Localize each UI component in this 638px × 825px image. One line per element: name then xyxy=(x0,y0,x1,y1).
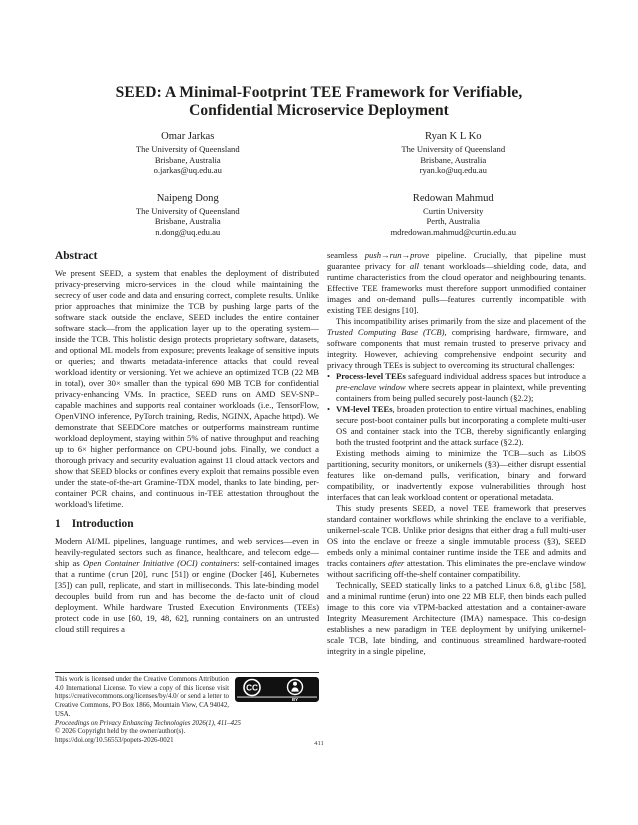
author-location: Brisbane, Australia xyxy=(420,154,487,165)
bullet-marker: • xyxy=(327,404,331,414)
bullet-text: VM-level TEEs, broaden protection to entire virtual machines, enabling secure post-boot container pulls but incorporating a complete multi-user OS and container stack into the TCB, thereby significantly enlarging both the trusted footprint and the attack surface (§2.2). xyxy=(336,404,586,447)
abstract-heading: Abstract xyxy=(55,250,98,262)
license-block xyxy=(55,672,319,746)
author-email: mdredowan.mahmud@curtin.edu.au xyxy=(390,226,517,237)
author-affiliation: Curtin University xyxy=(423,205,484,216)
badge-by-label: BY xyxy=(292,697,298,702)
author-name: Redowan Mahmud xyxy=(412,192,494,204)
bullet-vm-level-tees xyxy=(327,404,586,448)
bullet-process-level-tees xyxy=(327,371,586,404)
right-column xyxy=(327,250,586,657)
cc-by-badge xyxy=(235,677,319,702)
right-paragraph-1: seamless push→run→prove pipeline. Crucially, that pipeline must guarantee privacy for all tenant workloads—shielding code, data, and runtime characteristics from the cloud operator and neighbouring tenants. Effective TEE frameworks must therefore support unmodified container images and on-demand pulls—features currently incompatible with existing TEE designs [10]. xyxy=(327,250,586,315)
paper-title-line1: SEED: A Minimal-Footprint TEE Framework for Verifiable, xyxy=(115,84,523,101)
footnote-rule xyxy=(55,672,319,673)
proceedings-line: Proceedings on Privacy Enhancing Technologies 2026(1), 411–425 xyxy=(55,719,241,727)
svg-text:CC: CC xyxy=(246,683,258,693)
author-name: Naipeng Dong xyxy=(156,192,219,204)
author-name: Ryan K L Ko xyxy=(424,131,482,142)
author-name: Omar Jarkas xyxy=(161,131,215,142)
copyright-line: © 2026 Copyright held by the owner/author(s). xyxy=(55,728,186,736)
section-number: 1 xyxy=(55,518,61,530)
cc-icon xyxy=(244,680,260,696)
author-location: Brisbane, Australia xyxy=(154,216,221,227)
section-heading-introduction xyxy=(55,518,319,531)
author-location: Brisbane, Australia xyxy=(154,154,221,165)
author-email: n.dong@uq.edu.au xyxy=(155,226,221,237)
paper-title xyxy=(0,84,638,119)
paper-title-line2: Confidential Microservice Deployment xyxy=(189,101,449,119)
section-title: Introduction xyxy=(71,518,134,530)
author-affiliation: The University of Queensland xyxy=(401,144,506,154)
by-person-icon xyxy=(288,680,303,695)
right-paragraph-4: This study presents SEED, a novel TEE framework that preserves standard container workflows while shrinking the enclave to a verifiable, unikernel-scale TCB. Unlike prior designs that either drag a full multi-user OS into the enclave or freeze a single immutable process (§3), SEED embeds only a minimal container runtime inside the TEE and admits and tracks containers after attestation. This eliminates the pre-enclave window without sacrificing off-the-shelf container compatibility. xyxy=(327,503,586,579)
right-paragraph-2: This incompatibility arises primarily from the size and placement of the Trusted Computing Base (TCB), comprising hardware, firmware, and software components that must remain trusted to preserve privacy and integrity. However, achieving comprehensive endpoint security and privacy through TEEs is subject to overcoming its structural challenges: xyxy=(327,316,587,370)
doi-line: https://doi.org/10.56553/popets-2026-0021 xyxy=(55,736,174,744)
challenge-bullet-list xyxy=(327,371,586,448)
license-text: This work is licensed under the Creative Commons Attribution 4.0 International License. To view a copy of this license visit https://creativecommons.org/licenses/by/4.0/ or send a letter to Creative Commons, PO Box 1866, Mountain View, CA 94042, USA. xyxy=(55,676,229,718)
author-email: ryan.ko@uq.edu.au xyxy=(419,165,487,176)
author-email: o.jarkas@uq.edu.au xyxy=(153,165,222,176)
author-affiliation: The University of Queensland xyxy=(135,205,240,216)
intro-paragraph-1: Modern AI/ML pipelines, language runtimes, and web services—even in heavily-regulated sectors such as finance, healthcare, and telecom edge—ship as Open Container Initiative (OCI) containers: self-contained images that a runtime (crun [20], runc [51]) or engine (Docker [46], Kubernetes [35]) can pull, replicate, and start in milliseconds. This late-binding model decouples build from run and has become the de-facto unit of cloud deployment. While hardware Trusted Execution Environments (TEEs) protect code in use [60, 19, 48, 62], running containers on an untrusted cloud still requires a xyxy=(55,536,319,634)
author-block-ryan-ko xyxy=(321,130,587,176)
author-affiliation: The University of Queensland xyxy=(135,144,240,154)
left-column xyxy=(55,250,319,674)
author-grid xyxy=(55,130,586,238)
author-location: Perth, Australia xyxy=(426,216,480,227)
author-block-omar-jarkas xyxy=(55,130,321,176)
bullet-text: Process-level TEEs safeguard individual address spaces but introduce a pre-enclave window where secrets appear in plaintext, while preventing containers from being pulled securely post-launch (§2.2); xyxy=(336,371,586,403)
abstract-paragraph: We present SEED, a system that enables the deployment of distributed privacy-preserving micro-services in the cloud while maintaining the secrecy of user code and data and ensuring correct, complete results. Unlike prior approaches that minimize the TCB by pushing large parts of the software stack outside the enclave, SEED includes the entire container software stack—from the application layer up to the operating system—inside the TCB. This holistic design protects proprietary software, datasets, and optional ML models from exposure; prevents leakage of sensitive inputs or queries; and thwarts metadata-inference attacks that could reveal workload identity or versioning. Yet we achieve an optimized TCB (22 MB in total), over 30× smaller than the typical 690 MB TCB for confidential privacy-enhancing VMs. In practice, SEED runs on AMD SEV-SNP–capable machines and supports real container workloads (i.e., TensorFlow, OpenVINO inference, PyTorch training, Redis, NGINX, Apache httpd). We demonstrate that SEEDCore matches or outperforms mainstream runtime workload deployment, staying within 5% of native throughput and reaching up to 6× higher performance on CPU-bound jobs. Finally, we conduct a thorough privacy and security evaluation against 11 cloud attack vectors and show that SEED blocks or confines every exploit that remains possible even under the state-of-the-art Gramine-TDX model, thanks to late binding, per-container PCR chains, and continuous in-TEE attestation throughout the workload's lifetime. xyxy=(55,268,319,509)
page-number: 411 xyxy=(314,740,324,747)
right-paragraph-3: Existing methods aiming to minimize the TCB—such as LibOS partitioning, security monitors, or unikernels (§3)—either disrupt essential features like on-demand pulls, verification, binary and forward compatibility, or inadvertently expose vulnerabilities through host interfaces that can leak workload content or operational metadata. xyxy=(327,448,586,502)
bullet-marker: • xyxy=(327,371,331,381)
right-paragraph-5: Technically, SEED statically links to a patched Linux 6.8, glibc [58], and a minimal runtime (erun) into one 22 MB ELF, then binds each pulled image to this core via vTPM-backed attestation and a container-aware Integrity Measurement Architecture (IMA) namespace. This co-design establishes a new paradigm in TEE deployment by unifying unikernel-scale TCB, late binding, and continuous streamlined hardware-rooted integrity in a single pipeline, xyxy=(327,580,586,656)
author-block-naipeng-dong xyxy=(55,192,321,238)
author-block-redowan-mahmud xyxy=(321,192,587,238)
